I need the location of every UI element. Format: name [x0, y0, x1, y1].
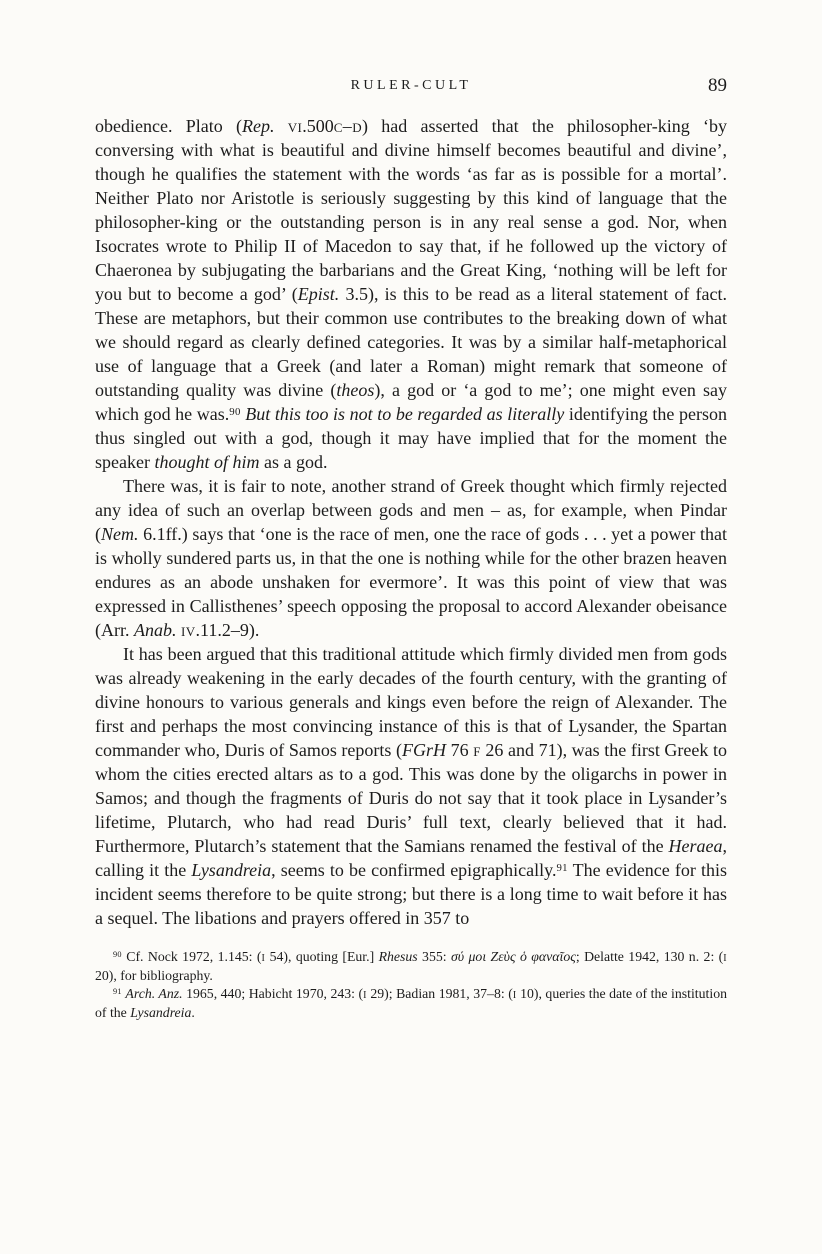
page-number: 89 — [708, 75, 727, 96]
footnote-91: $^{91}$ Arch. Anz. 1965, 440; Habicht 1970, 243: (i 29); Badian 1981, 37–8: (i 10), queries the date of the institution of the Lysandreia. — [95, 986, 727, 1020]
footnotes — [95, 948, 727, 1022]
text-block — [95, 75, 727, 1022]
body-paragraph-1: obedience. Plato (Rep. vi.500c–d) had asserted that the philosopher-king ‘by conversing with what is beautiful and divine himself becomes beautiful and divine’, though he qualifies the statement with the words ‘as far as is possible for a mortal’. Neither Plato nor Aristotle is seriously suggesting by this kind of language that the philosopher-king or the outstanding person is in any real sense a god. Nor, when Isocrates wrote to Philip II of Macedon to say that, if he followed up the victory of Chaeronea by subjugating the barbarians and the Great King, ‘nothing will be left for you but to become a god’ (Epist. 3.5), is this to be read as a literal statement of fact. These are metaphors, but their common use contributes to the breaking down of what we should regard as clearly defined categories. It was by a similar half-metaphorical use of language that a Greek (and later a Roman) might remark that someone of outstanding quality was divine (theos), a god or ‘a god to me’; one might even say which god he was.$^{90}$ But this too is not to be regarded as literally identifying the person thus singled out with a god, though it may have implied that for the moment the speaker thought of him as a god. — [95, 116, 727, 472]
body-text — [95, 114, 727, 930]
footnote-90: $^{90}$ Cf. Nock 1972, 1.145: (i 54), quoting [Eur.] Rhesus 355: σύ μοι Ζεὺς ὁ φαναῖος; Delatte 1942, 130 n. 2: (i 20), for bibliography. — [95, 949, 727, 983]
running-head: RULER-CULT — [350, 78, 472, 93]
body-paragraph-2: There was, it is fair to note, another strand of Greek thought which firmly rejected any idea of such an overlap between gods and men – as, for example, when Pindar (Nem. 6.1ff.) says that ‘one is the race of men, one the race of gods . . . yet a power that is wholly sundered parts us, in that the one is nothing while for the other brazen heaven endures as an abode unshaken for evermore’. It was this point of view that was expressed in Callisthenes’ speech opposing the proposal to accord Alexander obeisance (Arr. Anab. iv.11.2–9). — [95, 476, 727, 640]
body-paragraph-3: It has been argued that this traditional attitude which firmly divided men from gods was already weakening in the early decades of the fourth century, with the granting of divine honours to various generals and kings even before the reign of Alexander. The first and perhaps the most convincing instance of this is that of Lysander, the Spartan commander who, Duris of Samos reports (FGrH 76 f 26 and 71), was the first Greek to whom the cities erected altars as to a god. This was done by the oligarchs in power in Samos; and though the fragments of Duris do not say that it took place in Lysander’s lifetime, Plutarch, who had read Duris’ full text, clearly believed that it had. Furthermore, Plutarch’s statement that the Samians renamed the festival of the Heraea, calling it the Lysandreia, seems to be confirmed epigraphically.$^{91}$ The evidence for this incident seems therefore to be quite strong; but there is a long time to wait before it has a sequel. The libations and prayers offered in 357 to — [95, 644, 727, 928]
page-header — [95, 75, 727, 100]
